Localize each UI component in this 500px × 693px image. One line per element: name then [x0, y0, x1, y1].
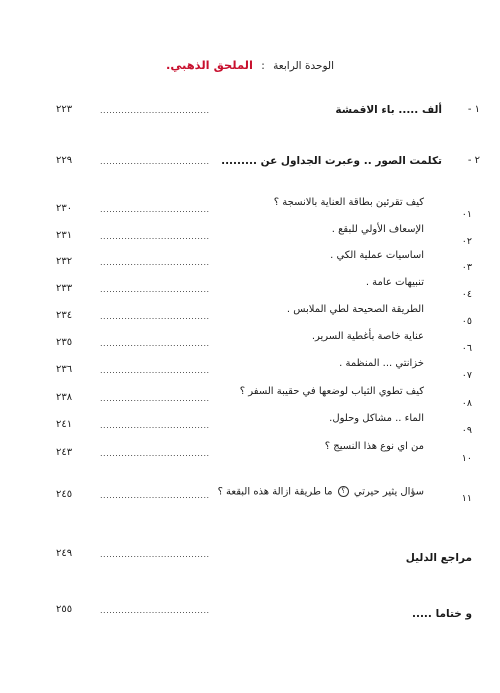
leader-dots: ....................................	[100, 232, 210, 241]
page-number: ٢٣٢	[56, 256, 73, 267]
entry-title: الطريقة الصحيحة لطي الملابس .	[286, 304, 424, 315]
page-number: ٢٤٩	[56, 548, 73, 559]
entry-number: ٠٧	[461, 370, 472, 381]
entry-number: ٠٩	[461, 425, 472, 436]
toc-subentry	[0, 441, 500, 464]
entry-title: من اي نوع هذا النسيج ؟	[324, 441, 424, 452]
entry-title: ألف ..... باء الاقمشة	[335, 104, 442, 116]
leader-dots: ....................................	[100, 449, 210, 458]
leader-dots: ....................................	[100, 366, 210, 375]
page-number: ٢٢٣	[56, 104, 73, 115]
unit-label: الوحدة الرابعة	[273, 60, 334, 72]
entry-number: ٠٨	[461, 398, 472, 409]
header-separator: :	[261, 60, 265, 72]
entry-title: خزانتي ... المنظمة .	[339, 358, 424, 369]
entry-number: ١ -	[467, 104, 480, 115]
toc-subentry	[0, 250, 500, 273]
leader-dots: ....................................	[100, 394, 210, 403]
page-number: ٢٣٦	[56, 364, 73, 375]
entry-title: الإسعاف الأولي للبقع .	[331, 224, 424, 235]
entry-title: مراجع الدليل	[405, 552, 472, 564]
page-number: ٢٥٥	[56, 604, 73, 615]
toc-subentry	[0, 197, 500, 220]
toc-subentry	[0, 486, 500, 505]
page-number: ٢٤١	[56, 419, 73, 430]
entry-number: ٠٦	[461, 343, 472, 354]
entry-title-part: ما طريقة ازالة هذه البقعة ؟	[217, 486, 333, 498]
toc-entry	[0, 104, 500, 120]
entry-number: ١٠	[461, 453, 472, 464]
page-number: ٢٣٠	[56, 203, 73, 214]
entry-title: الماء .. مشاكل وحلول.	[329, 413, 424, 424]
toc-entry	[0, 548, 500, 564]
section-header	[0, 58, 500, 72]
toc-subentry	[0, 386, 500, 409]
appendix-title: الملحق الذهبي.	[166, 58, 253, 72]
page-number: ٢٣٨	[56, 392, 73, 403]
leader-dots: ....................................	[100, 258, 210, 267]
toc-entry	[0, 155, 500, 171]
leader-dots: ....................................	[100, 285, 210, 294]
toc-entry	[0, 604, 500, 620]
toc-subentry	[0, 331, 500, 354]
entry-number: ١١	[461, 493, 472, 504]
leader-dots: ....................................	[100, 312, 210, 321]
toc-subentry	[0, 413, 500, 436]
entry-title: كيف تقرئين بطاقة العناية بالانسجة ؟	[273, 197, 424, 208]
page-number: ٢٣١	[56, 230, 73, 241]
leader-dots: ....................................	[100, 550, 210, 559]
entry-title	[218, 486, 424, 498]
page-number: ٢٤٥	[56, 489, 73, 500]
entry-number: ٠٣	[461, 262, 472, 273]
page-number: ٢٣٣	[56, 283, 73, 294]
entry-title: اساسيات عملية الكي .	[330, 250, 424, 261]
leader-dots: ....................................	[100, 339, 210, 348]
toc-subentry	[0, 277, 500, 300]
leader-dots: ....................................	[100, 205, 210, 214]
entry-number: ٠١	[461, 209, 472, 220]
entry-title: كيف تطوي الثياب لوضعها في حقيبة السفر ؟	[239, 386, 424, 397]
entry-title: تنبيهات عامة .	[365, 277, 424, 288]
page-number: ٢٣٤	[56, 310, 73, 321]
leader-dots: ....................................	[100, 421, 210, 430]
toc-subentry	[0, 224, 500, 247]
entry-number: ٠٤	[461, 289, 472, 300]
leader-dots: ....................................	[100, 491, 210, 500]
entry-title-part: سؤال يثير حيرتي	[353, 486, 424, 498]
entry-title: عناية خاصة بأغطية السرير.	[311, 331, 424, 342]
page-number: ٢٣٥	[56, 337, 73, 348]
leader-dots: ....................................	[100, 606, 210, 615]
entry-number: ٢ -	[467, 155, 480, 166]
entry-title: تكلمت الصور .. وعبرت الجداول عن .........	[221, 155, 442, 167]
leader-dots: ....................................	[100, 106, 210, 115]
entry-title: و ختاما .....	[411, 608, 472, 620]
toc-subentry	[0, 358, 500, 381]
leader-dots: ....................................	[100, 157, 210, 166]
page-number: ٢٤٣	[56, 447, 73, 458]
toc-subentry	[0, 304, 500, 327]
page-number: ٢٢٩	[56, 155, 73, 166]
question-circle-icon: ؟	[338, 486, 349, 497]
entry-number: ٠٥	[461, 316, 472, 327]
entry-number: ٠٢	[461, 236, 472, 247]
